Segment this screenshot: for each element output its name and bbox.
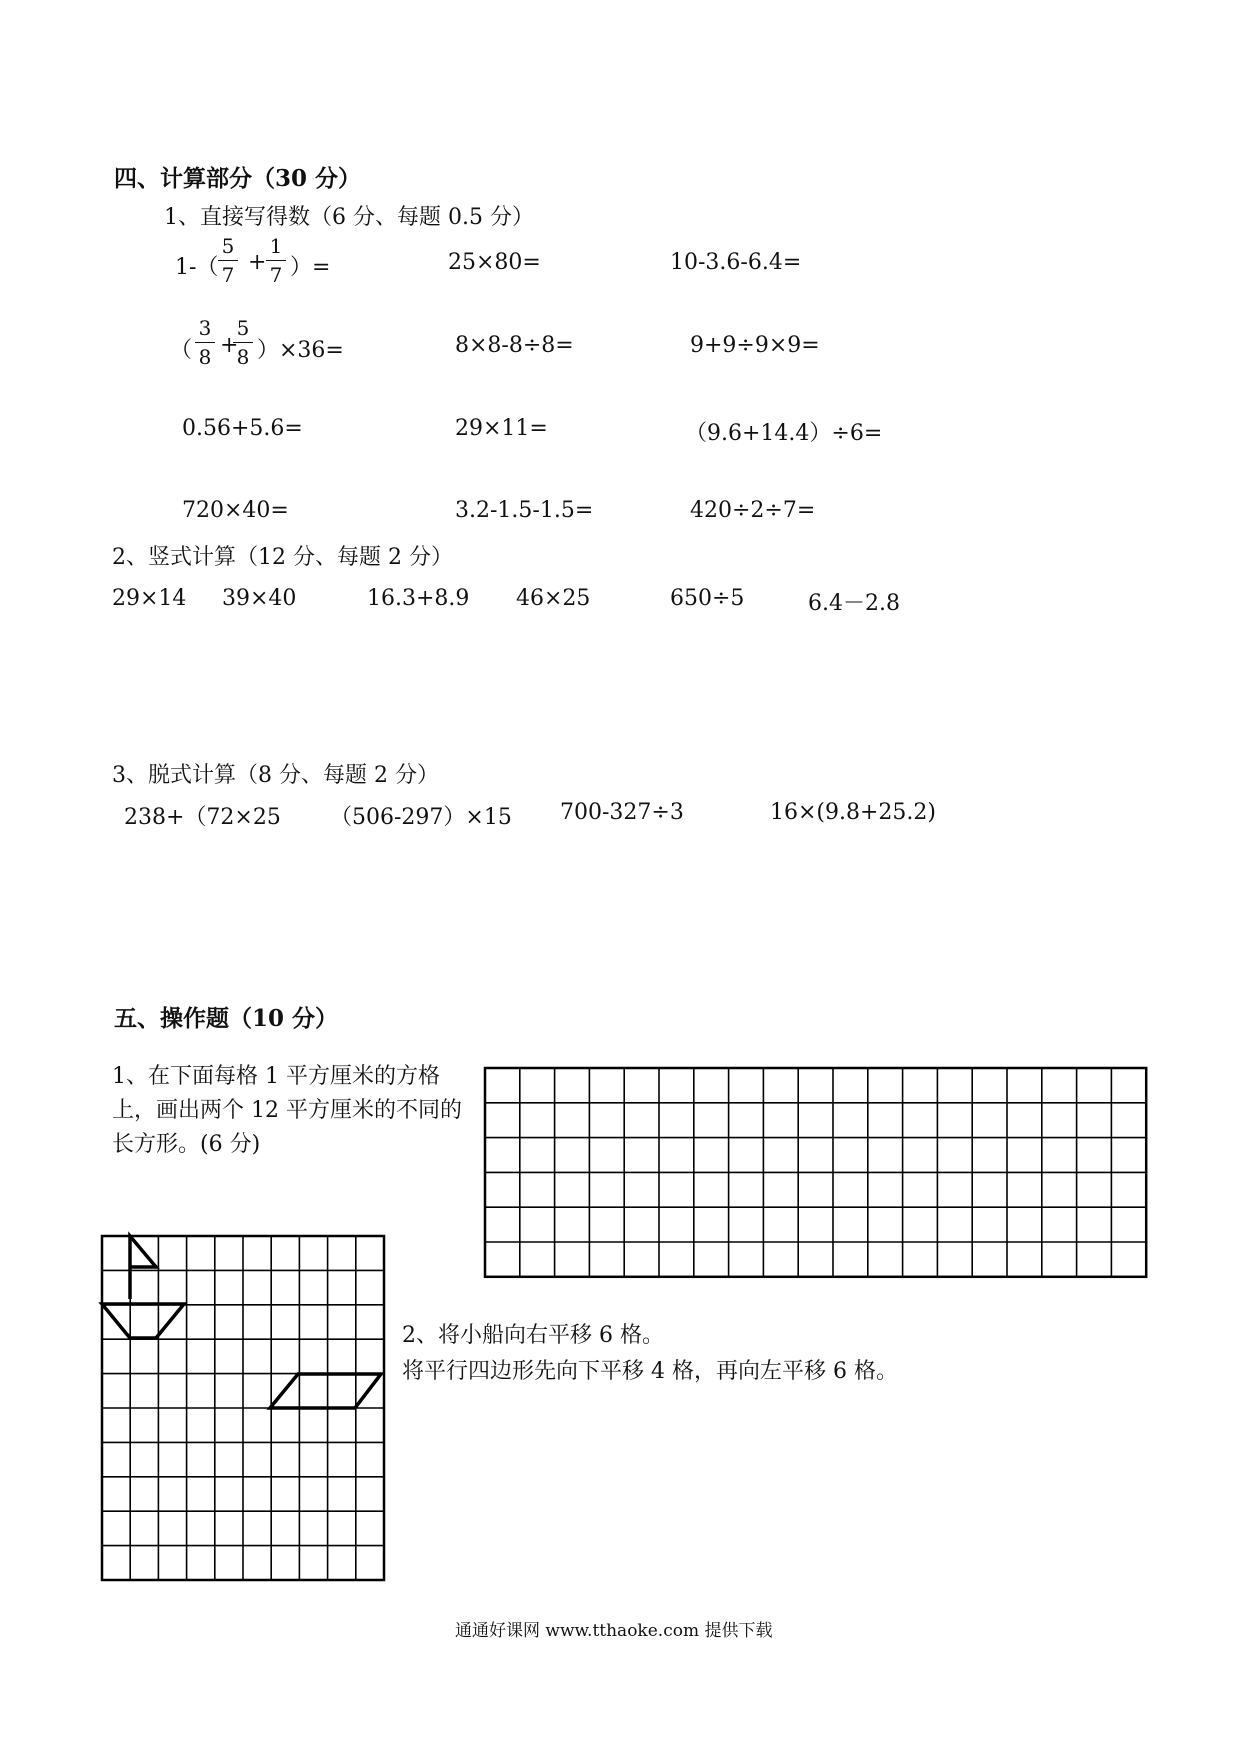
expr-7: 0.56+5.6= bbox=[182, 416, 303, 441]
expr-10: 720×40= bbox=[182, 498, 289, 523]
expr-1-prefix: 1-（ bbox=[175, 255, 219, 280]
fraction-5-7: 5 7 bbox=[218, 236, 238, 285]
vertical-calc-3: 16.3+8.9 bbox=[367, 586, 470, 611]
parallelogram-shape bbox=[270, 1374, 381, 1408]
section-4-title: 四、计算部分（30 分） bbox=[114, 165, 362, 192]
vertical-calc-4: 46×25 bbox=[516, 586, 591, 611]
expr-12: 420÷2÷7= bbox=[690, 498, 816, 523]
expr-5: 8×8-8÷8= bbox=[455, 333, 574, 358]
fraction-3-8: 3 8 bbox=[195, 318, 215, 367]
expr-1-suffix: ）= bbox=[290, 255, 331, 280]
stepwise-calc-2: （506-297）×15 bbox=[330, 805, 512, 830]
fraction-5-8: 5 8 bbox=[233, 318, 253, 367]
fraction-1-7: 1 7 bbox=[266, 236, 286, 285]
vertical-calc-5: 650÷5 bbox=[670, 586, 745, 611]
footer-source: 通通好课网 www.tthaoke.com 提供下载 bbox=[455, 1621, 773, 1641]
vertical-calc-1: 29×14 bbox=[112, 586, 187, 611]
stepwise-calc-4: 16×(9.8+25.2) bbox=[770, 800, 936, 825]
boat-hull bbox=[102, 1304, 184, 1338]
boat-sail-shape bbox=[130, 1236, 156, 1299]
vertical-calc-6: 6.4－2.8 bbox=[808, 591, 900, 616]
expr-3: 10-3.6-6.4= bbox=[670, 250, 802, 275]
op-q2-line2: 将平行四边形先向下平移 4 格，再向左平移 6 格。 bbox=[402, 1359, 898, 1384]
expr-4-prefix: （ bbox=[170, 338, 193, 363]
q2-title: 2、竖式计算（12 分、每题 2 分） bbox=[112, 545, 453, 570]
q1-title: 1、直接写得数（6 分、每题 0.5 分） bbox=[164, 205, 534, 230]
expr-9: （9.6+14.4）÷6= bbox=[685, 421, 883, 446]
stepwise-calc-1: 238+（72×25 bbox=[124, 805, 281, 830]
op-q1-text: 1、在下面每格 1 平方厘米的方格上，画出两个 12 平方厘米的不同的长方形。(6 分) bbox=[112, 1064, 462, 1157]
q3-title: 3、脱式计算（8 分、每题 2 分） bbox=[112, 763, 439, 788]
op-q2-line1: 2、将小船向右平移 6 格。 bbox=[402, 1323, 664, 1348]
expr-2: 25×80= bbox=[448, 250, 541, 275]
expr-4-plus: + bbox=[220, 333, 239, 358]
section-5-title: 五、操作题（10 分） bbox=[114, 1005, 339, 1032]
expr-6: 9+9÷9×9= bbox=[690, 333, 820, 358]
vertical-calc-2: 39×40 bbox=[222, 586, 297, 611]
expr-4-suffix: ）×36= bbox=[257, 338, 344, 363]
expr-11: 3.2-1.5-1.5= bbox=[455, 498, 594, 523]
square-grid-large[interactable] bbox=[485, 1068, 1146, 1277]
stepwise-calc-3: 700-327÷3 bbox=[560, 800, 684, 825]
expr-1-plus: + bbox=[248, 250, 267, 275]
expr-8: 29×11= bbox=[455, 416, 548, 441]
